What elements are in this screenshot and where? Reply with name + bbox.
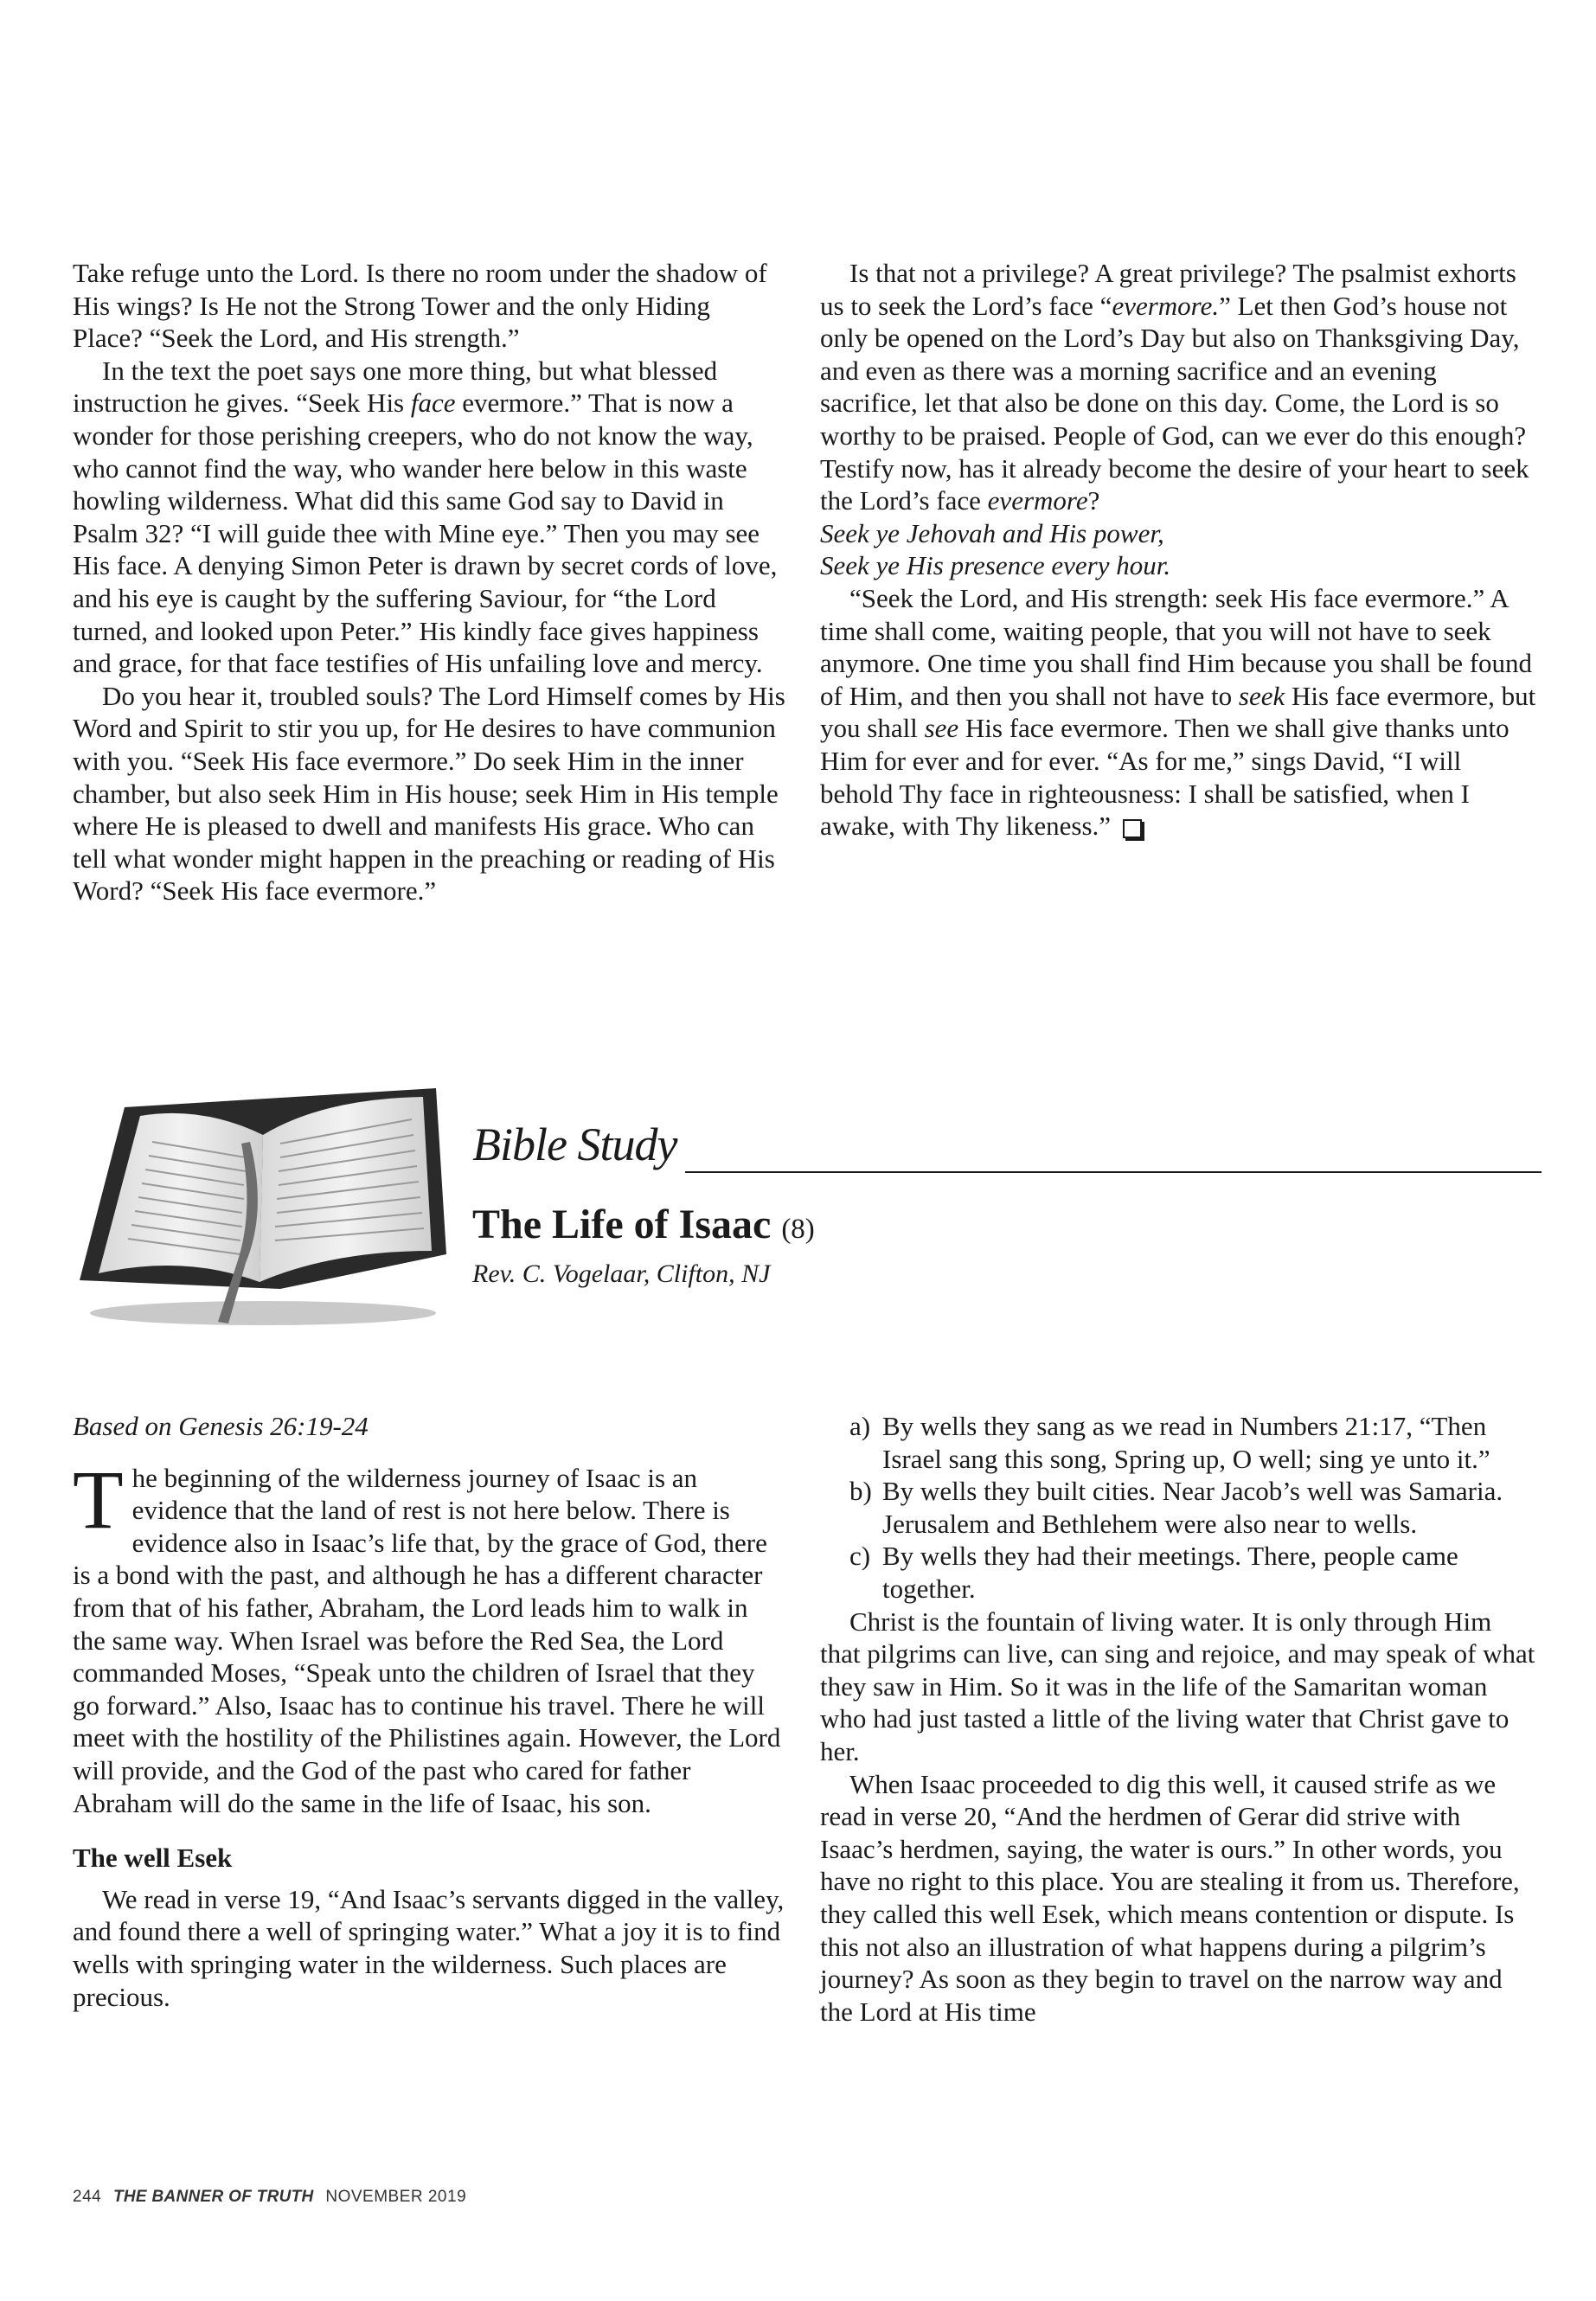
subheading: The well Esek [73, 1843, 233, 1874]
paragraph: Do you hear it, troubled souls? The Lord Himself comes by His Word and Spirit to stir you up, for He desires to have communion with you. “Seek His face evermore.” Do seek Him in the inner chamber, but also seek Him in His house; seek Him in His temple where He is pleased to dwell and manifests His grace. Who can tell what wonder might happen in the preaching or reading of His Word? “Seek His face evermore.” [73, 680, 785, 907]
title-part: (8) [781, 1214, 815, 1245]
scripture-reference [73, 1410, 786, 1443]
paragraph: Christ is the fountain of living water. It is only through Him that pilgrims can live, can sing and rejoice, and may speak of what they saw in Him. So it was in the life of the Samaritan woman who had just tasted a little of the living water that Christ gave to her. [820, 1606, 1535, 1766]
list-text: By wells they sang as we read in Numbers 21:17, “Then Israel sang this song, Spring up, O well; sing ye unto it.” [882, 1411, 1490, 1474]
title-text: The Life of Isaac [472, 1202, 772, 1247]
paragraph [820, 257, 1538, 517]
text-run: he beginning of the wilderness journey of Isaac is an evidence that the land of rest is not here below. There is evidence also in Isaac’s life that, by the grace of God, there is a bond with the past, and although he has a different character from that of his father, Abraham, the Lord leads him to walk in the same way. When Israel was before the Red Sea, the Lord commanded Moses, “Speak unto the children of Israel that they go forward.” Also, Isaac has to continue his travel. There he will meet with the hostility of the Philistines again. However, the Lord will provide, and the God of the past who cared for father Abraham will do the same in the life of Isaac, his son. [73, 1462, 781, 1818]
page-number: 244 [73, 2188, 102, 2206]
paragraph [73, 355, 786, 680]
paragraph [73, 1452, 786, 1820]
list-marker: c) [849, 1541, 871, 1572]
emphasis: seek [1238, 680, 1285, 711]
open-bible-icon [73, 1081, 453, 1332]
bottom-left-column [73, 1410, 786, 2013]
list-item [820, 1540, 1538, 1605]
text-run: “Seek the Lord, and His strength: seek His face evermore.” A time shall come, waiting people, that you will not have to seek anymore. One time you shall find Him because you shall be found of Him, and then you shall not have to [820, 582, 1533, 711]
top-left-column [73, 257, 786, 907]
paragraph: Take refuge unto the Lord. Is there no room under the shadow of His wings? Is He not the Strong Tower and the only Hiding Place? “Seek the Lord, and His strength.” [73, 258, 767, 354]
verse-line: Seek ye Jehovah and His power, [820, 517, 1164, 548]
text-run: In the text the poet says one more thing, but what blessed instruction he gives. “Seek His [73, 355, 718, 419]
end-mark-icon [1123, 819, 1142, 838]
list-text: By wells they built cities. Near Jacob’s well was Samaria. Jerusalem and Bethlehem were also near to wells. [882, 1476, 1503, 1539]
well-list [820, 1410, 1538, 1606]
list-marker: a) [849, 1411, 871, 1441]
paragraph [820, 582, 1538, 843]
emphasis: see [924, 713, 959, 744]
drop-cap: T [73, 1452, 124, 1546]
text-run: evermore.” That is now a wonder for those perishing creepers, who do not know the way, who cannot find the way, who wander here below in this waste howling wilderness. What did this same God say to David in Psalm 32? “I will guide thee with Mine eye.” Then you may see His face. A denying Simon Peter is drawn by secret cords of love, and his eye is caught by the suffering Saviour, for “the Lord turned, and looked upon Peter.” His kindly face gives happiness and grace, for that face testifies of His unfailing love and mercy. [73, 388, 778, 679]
magazine-name: THE BANNER OF TRUTH [112, 2188, 314, 2206]
author-byline: Rev. C. Vogelaar, Clifton, NJ [472, 1259, 771, 1288]
list-item [820, 1475, 1538, 1540]
paragraph: We read in verse 19, “And Isaac’s servants digged in the valley, and found there a well of springing water.” What a joy it is to find wells with springing water in the wilderness. Such places are precious. [73, 1883, 785, 2012]
list-item [820, 1410, 1538, 1475]
emphasis: Based on Genesis 26:19-24 [73, 1411, 369, 1441]
verse-line: Seek ye His presence every hour. [820, 550, 1171, 581]
article-title [472, 1201, 815, 1248]
top-right-column [820, 257, 1538, 843]
text-run: ” Let then God’s house not only be opened on the Lord’s Day but also on Thanksgiving Day, and even as there was a morning sacrifice and an evening sacrifice, let that also be done on this day. Come, the Lord is so worthy to be praised. People of God, can we ever do this enough? Testify now, has it already become the desire of your heart to seek the Lord’s face [820, 290, 1529, 516]
section-banner [73, 1081, 1543, 1324]
paragraph: When Isaac proceeded to dig this well, it caused strife as we read in verse 20, “And the herdmen of Gerar did strive with Isaac’s herdmen, saying, the water is ours.” In other words, you have no right to this place. You are stealing it from us. Therefore, they called this well Esek, which means contention or dispute. Is this not also an illustration of what happens during a pilgrim’s journey? As soon as they begin to travel on the narrow way and the Lord at His time [820, 1768, 1520, 2027]
emphasis: face [410, 388, 456, 419]
list-marker: b) [849, 1476, 872, 1507]
divider [685, 1171, 1542, 1173]
bottom-right-column [820, 1410, 1538, 2028]
section-label: Bible Study [472, 1118, 677, 1170]
emphasis: evermore [987, 485, 1088, 516]
text-run: His face evermore. Then we shall give thanks unto Him for ever and for ever. “As for me,” sings David, “I will behold Thy face in righteousness: I shall be satisfied, when I awake, with Thy likeness.” [820, 713, 1509, 842]
text-run: ? [1087, 485, 1100, 516]
list-text: By wells they had their meetings. There, people came together. [882, 1541, 1458, 1604]
text-run: His face evermore, but you shall [820, 680, 1536, 744]
emphasis: evermore. [1112, 290, 1220, 321]
issue-date: NOVEMBER 2019 [325, 2188, 467, 2206]
page-footer [73, 2188, 466, 2207]
text-run: Is that not a privilege? A great privilege? The psalmist exhorts us to seek the Lord’s face “ [820, 258, 1516, 321]
